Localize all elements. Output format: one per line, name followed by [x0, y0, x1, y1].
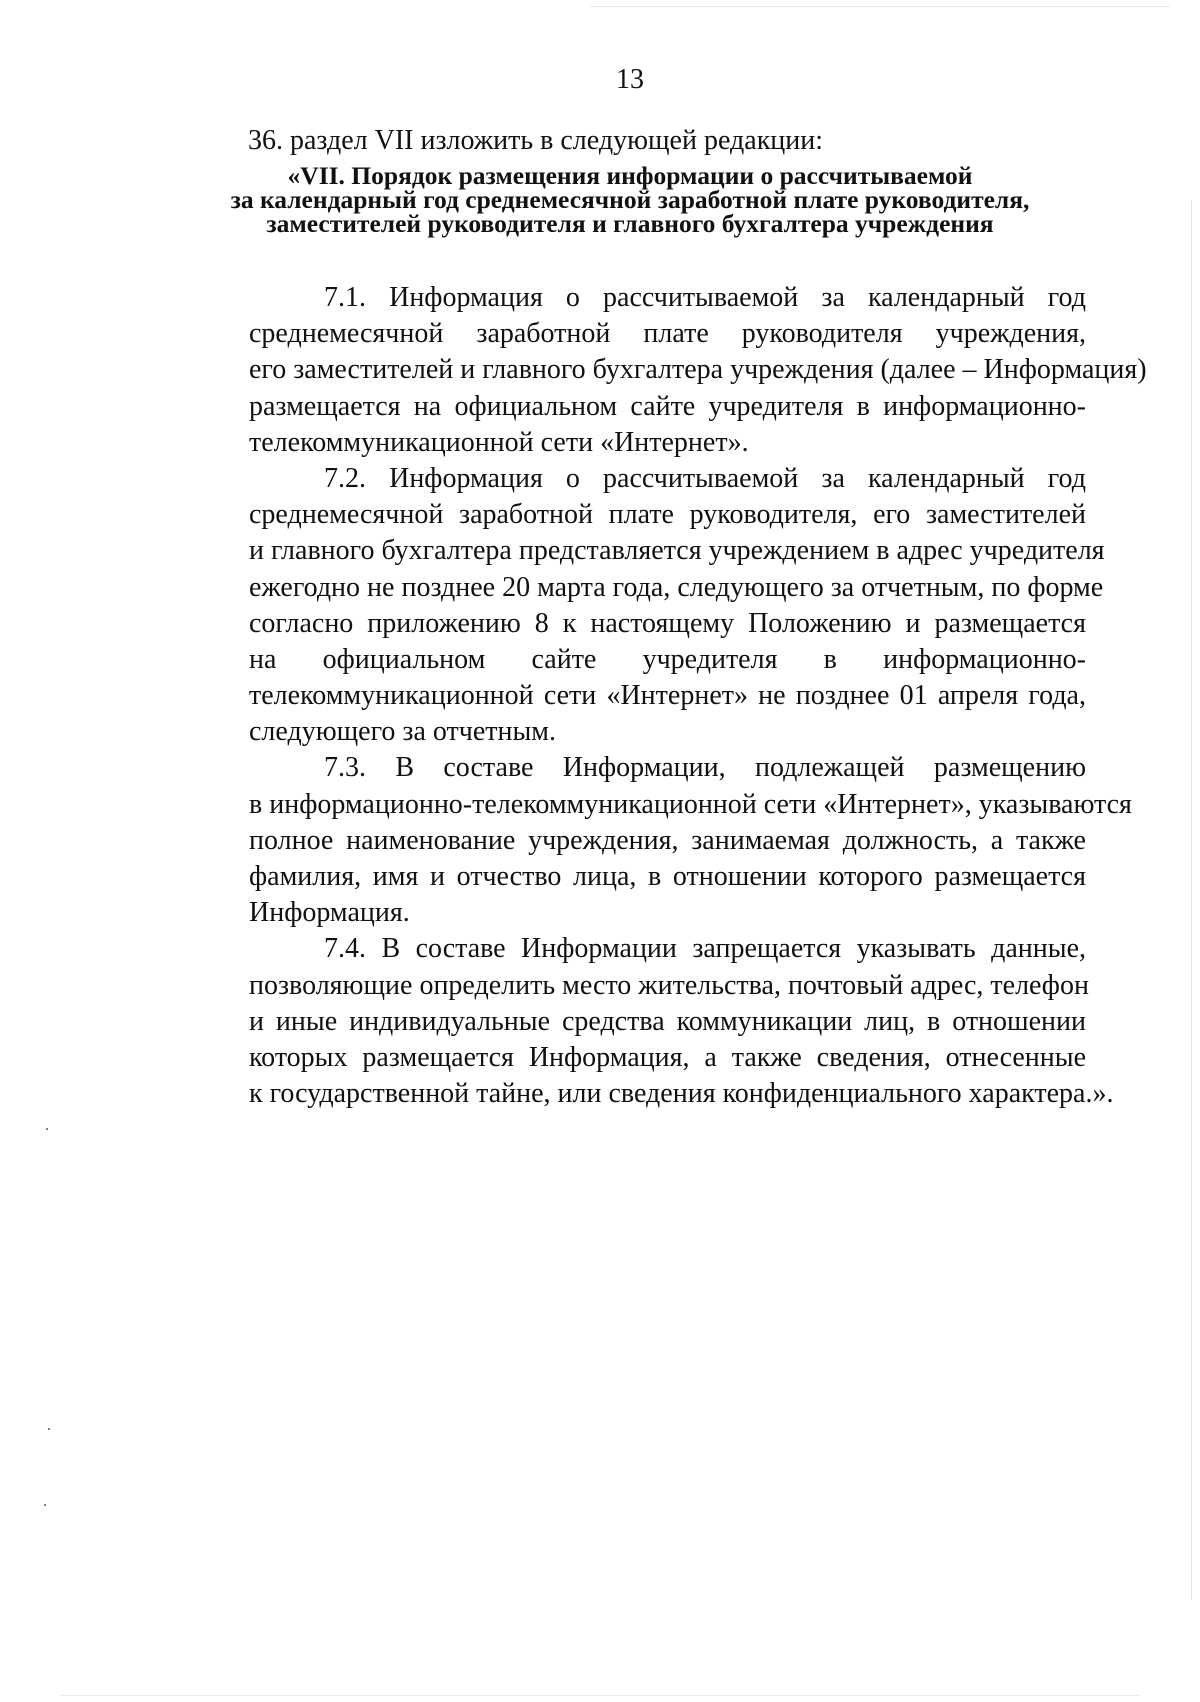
text-line: и иные индивидуальные средства коммуникации лиц, в отношении	[249, 1005, 1086, 1037]
scan-speck	[44, 1504, 46, 1506]
section-title-line: за календарный год среднемесячной заработной плате руководителя,	[230, 185, 1030, 214]
text-line: размещается на официальном сайте учредителя в информационно-	[249, 390, 1086, 422]
scan-edge-right	[1191, 200, 1192, 1600]
text-line: 7.1. Информация о рассчитываемой за календарный год	[324, 282, 1086, 313]
text-line: Информация.	[249, 897, 410, 929]
text-line: полное наименование учреждения, занимаемая должность, а также	[249, 824, 1086, 856]
scan-speck	[46, 1128, 48, 1130]
scan-edge-top	[590, 6, 1170, 7]
text-line: которых размещается Информация, а также сведения, отнесенные	[249, 1041, 1086, 1073]
text-line: 7.2. Информация о рассчитываемой за календарный год	[324, 462, 1086, 494]
text-line: среднемесячной заработной плате руководителя учреждения,	[249, 318, 1086, 350]
text-line: в информационно-телекоммуникационной сети «Интернет», указываются	[249, 788, 1132, 820]
paragraph-7-1	[174, 280, 1147, 461]
text-line: 7.3. В составе Информации, подлежащей размещению	[324, 752, 1086, 784]
section-title-line: «VII. Порядок размещения информации о рассчитываемой	[287, 161, 973, 190]
section-title	[170, 161, 1090, 238]
text-line: к государственной тайне, или сведения конфиденциального характера.».	[249, 1078, 1114, 1110]
amendment-intro: 36. раздел VII изложить в следующей редакции:	[248, 125, 824, 156]
text-line: фамилия, имя и отчество лица, в отношении которого размещается	[249, 861, 1086, 892]
text-line: среднемесячной заработной плате руководителя, его заместителей	[249, 499, 1086, 531]
text-line: телекоммуникационной сети «Интернет» не позднее 01 апреля года,	[249, 680, 1086, 712]
page-number: 13	[616, 64, 644, 95]
text-line: позволяющие определить место жительства, почтовый адрес, телефон	[249, 969, 1089, 1001]
text-line: следующего за отчетным.	[249, 716, 557, 748]
text-line: на официальном сайте учредителя в информационно-	[249, 643, 1086, 675]
text-line: согласно приложению 8 к настоящему Положению и размещается	[249, 607, 1086, 639]
section-body	[174, 280, 1147, 1112]
text-line: его заместителей и главного бухгалтера учреждения (далее – Информация)	[249, 354, 1147, 386]
text-line: 7.4. В составе Информации запрещается указывать данные,	[324, 933, 1086, 965]
paragraph-7-3	[174, 750, 1132, 931]
paragraph-7-2	[174, 461, 1105, 751]
section-title-line: заместителей руководителя и главного бухгалтера учреждения	[266, 209, 994, 238]
text-line: ежегодно не позднее 20 марта года, следующего за отчетным, по форме	[249, 571, 1104, 603]
text-line: и главного бухгалтера представляется учреждением в адрес учредителя	[249, 535, 1105, 567]
text-line: телекоммуникационной сети «Интернет».	[249, 426, 749, 458]
scan-edge-bottom	[60, 1695, 1140, 1696]
paragraph-7-4	[174, 931, 1114, 1112]
scan-speck	[48, 1428, 50, 1430]
